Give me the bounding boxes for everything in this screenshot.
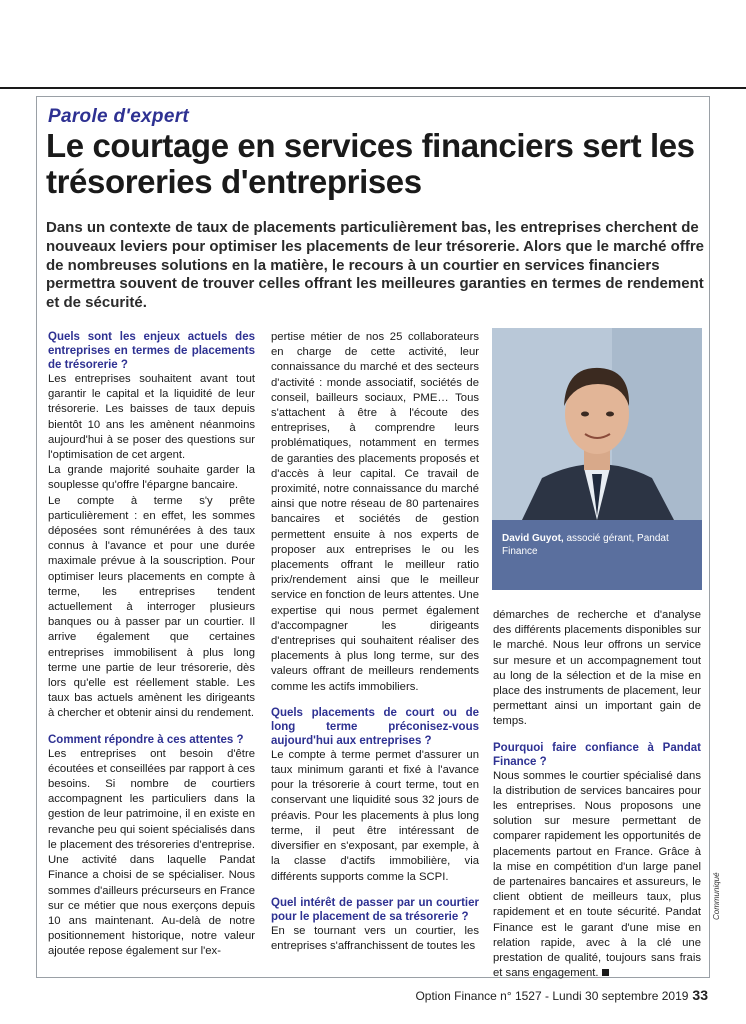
column-1	[48, 330, 255, 960]
paragraph: Les entreprises souhaitent avant tout garantir le capital et la liquidité de leur trésorerie. Les baisses de taux depuis bientôt 10 ans les amènent néanmoins aujourd'hui à se poser des questions sur l'optimisation de cet argent.	[48, 373, 255, 462]
article-lead: Dans un contexte de taux de placements particulièrement bas, les entreprises cherchent de nouveaux leviers pour optimiser les placements de leur trésorerie. Alors que le marché offre de nombreuses solutions en la matière, le recours à un courtier en services financiers permettra souvent de trouver celles offrant les meilleures garanties en termes de rendement et de sécurité.	[46, 219, 705, 312]
top-rule	[0, 87, 746, 89]
paragraph: La grande majorité souhaite garder la souplesse qu'offre l'épargne bancaire.	[48, 464, 255, 492]
question-heading: Pourquoi faire confiance à Pandat Finance ?	[493, 741, 701, 768]
footer-text: Option Finance n° 1527 - Lundi 30 septembre 2019	[415, 989, 689, 1003]
paragraph: Le compte à terme permet d'assurer un taux minimum garanti et fixé à l'avance pour la trésorerie à court terme, tout en conservant une liquidité sous 32 jours de préavis. Pour les placements à plus long terme, il peut être intéressant de diversifier en s'exposant, par exemple, à la classe d'actifs immobilière, via différents supports comme la SCPI.	[271, 748, 479, 883]
question-heading: Quel intérêt de passer par un courtier pour le placement de sa trésorerie ?	[271, 896, 479, 923]
question-heading: Comment répondre à ces attentes ?	[48, 733, 244, 746]
page-number: 33	[692, 987, 708, 1003]
paragraph: Nous sommes le courtier spécialisé dans la distribution de services bancaires pour les entreprises. Nous proposons une solution sur mesure permettant de comparer rapidement les opportunités de placements partout en France. Grâce à la mise en compétition d'un large panel de partenaires bancaires et assureurs, le client obtient de meilleurs taux, plus rapidement et en toute sécurité. Pandat Finance est le garant d'une mise en relation rapide, avec à la clé une prestation de qualité, toujours sans frais et sans engagement.	[493, 769, 701, 980]
caption-name: David Guyot,	[502, 533, 564, 544]
page-footer	[415, 987, 708, 1003]
portrait-photo	[492, 328, 702, 520]
column-2	[271, 330, 479, 954]
question-heading: Quels placements de court ou de long terme préconisez-vous aujourd'hui aux entreprises ?	[271, 706, 479, 747]
paragraph: En se tournant vers un courtier, les entreprises s'affranchissent de toutes les	[271, 924, 479, 952]
photo-caption	[492, 520, 702, 590]
paragraph: Le compte à terme s'y prête particulièrement : en effet, les sommes déposées sont rémunérées à des taux connus à l'avance et pour une durée maximale prévue à la souscription. Pour optimiser leurs placements en compte à terme, les entreprises tendent actuellement à interroger plusieurs banques ou à passer par un courtier. Il arrive également que certaines entreprises immobilisent à plus long terme une partie de leur trésorerie, dès lors qu'elle est réellement stable. Les taux bas actuels amènent les dirigeants à chercher et obtenir ainsi du rendement.	[48, 494, 255, 720]
article-title: Le courtage en services financiers sert les trésoreries d'entreprises	[46, 127, 695, 200]
article-kicker: Parole d'expert	[48, 106, 190, 127]
end-mark-icon	[602, 969, 609, 976]
sidebar-label: Communiqué	[712, 872, 721, 920]
portrait-illustration	[492, 328, 702, 520]
paragraph: démarches de recherche et d'analyse des différents placements disponibles sur le marché. Nous leur offrons un service sur mesure et un accompagnement tout au long de la sélection et de la mise en place des instruments de placement, leur permettant ainsi un important gain de temps.	[493, 609, 701, 728]
column-3	[493, 608, 701, 981]
caption-role: associé gérant, Pandat Finance	[502, 533, 669, 557]
paragraph: Les entreprises ont besoin d'être écoutées et conseillées par rapport à ces besoins. Si nombre de courtiers accompagnent les particuliers dans la gestion de leur patrimoine, il en existe en revanche peu qui soient spécialisés dans le placement des trésoreries d'entreprise. Une activité dans laquelle Pandat Finance a choisi de se spécialiser. Nous sommes d'ailleurs précurseurs en France sur ce métier que nous exerçons depuis 10 ans maintenant. Au-delà de notre positionnement historique, notre valeur ajoutée repose également sur l'ex-	[48, 747, 255, 958]
question-heading: Quels sont les enjeux actuels des entreprises en termes de placements de trésorerie ?	[48, 331, 255, 371]
paragraph: pertise métier de nos 25 collaborateurs en charge de cette activité, leur connaissance du marché et des secteurs d'activité : monde associatif, sociétés de conseil, bailleurs sociaux, PME… Tous s'attachent à être à l'écoute des entreprises, à comprendre leurs problématiques, notamment en termes de garanties des placements proposés et d'accès à leur capital. Ce travail de proximité, notre connaissance du marché ainsi que notre réseau de 80 partenaires bancaires et sociétés de gestion permettent ensuite à nos experts de proposer aux entreprises le ou les placements offrant le meilleur ratio prix/rendement ainsi que le meilleur service en fonction de leurs attentes. Une expertise qui nous permet également d'accompagner les dirigeants d'entreprises qui souhaitent réaliser des placements à plus long terme, sur des valeurs offrant de meilleurs rendements comme les actifs immobiliers.	[271, 331, 479, 693]
